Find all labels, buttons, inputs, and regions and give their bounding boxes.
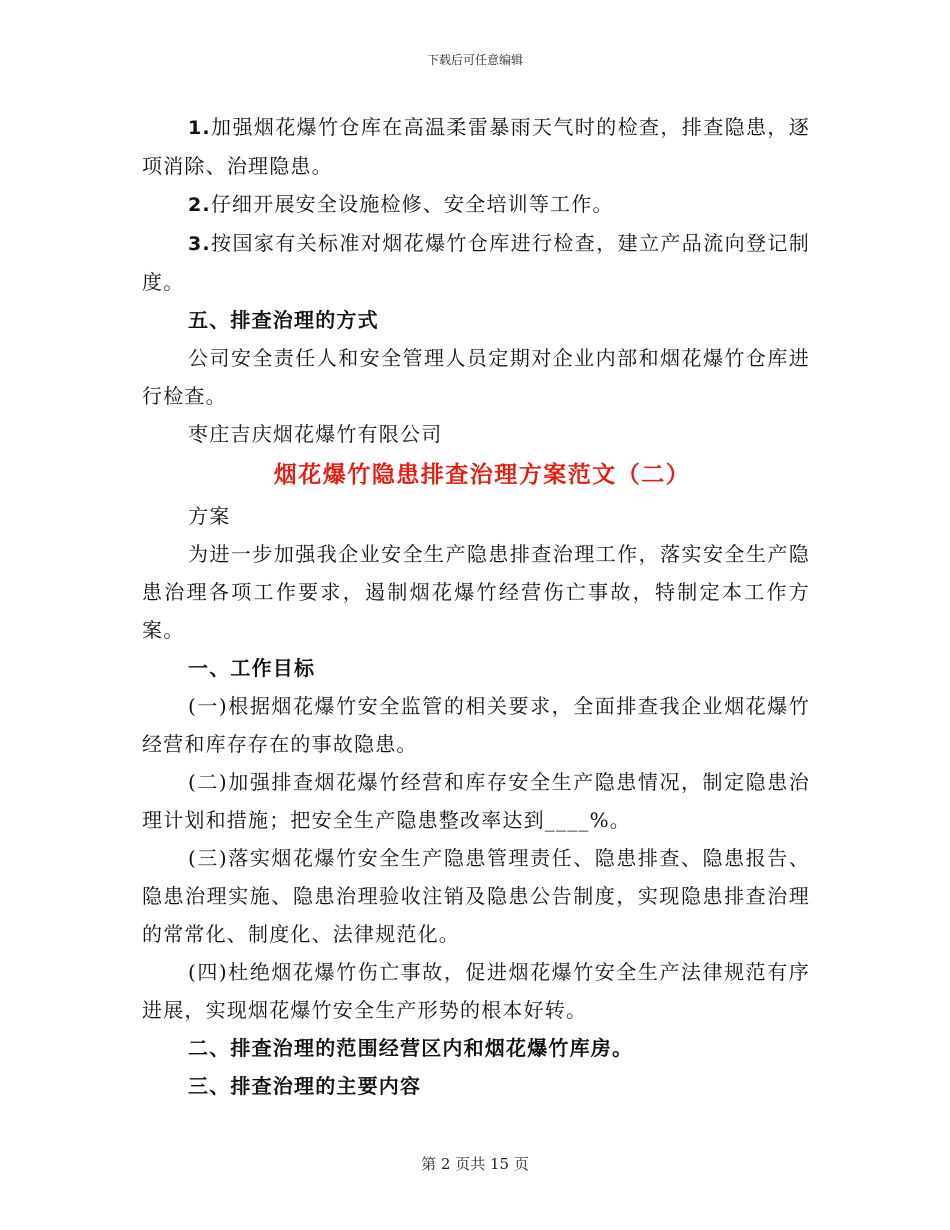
- list-text: 按国家有关标准对烟花爆竹仓库进行检查，建立产品流向登记制度。: [142, 231, 810, 294]
- section-heading-2: 二、排查治理的范围经营区内和烟花爆竹库房。: [188, 1036, 634, 1060]
- page-footer-number: 第 2 页共 15 页: [421, 1155, 529, 1173]
- paragraph-goal-4: (四)杜绝烟花爆竹伤亡事故，促进烟花爆竹安全生产法律规范有序进展，实现烟花爆竹安全生产形势的根本好转。: [142, 960, 810, 1022]
- company-name: 枣庄吉庆烟花爆竹有限公司: [188, 422, 443, 446]
- list-text: 仔细开展安全设施检修、安全培训等工作。: [210, 192, 614, 216]
- paragraph-intro: 为进一步加强我企业安全生产隐患排查治理工作，落实安全生产隐患治理各项工作要求，遏制烟花爆竹经营伤亡事故，特制定本工作方案。: [142, 542, 810, 642]
- paragraph-goal-1: (一)根据烟花爆竹安全监管的相关要求，全面排查我企业烟花爆竹经营和库存存在的事故隐患。: [142, 694, 810, 756]
- list-number: 1.: [188, 117, 211, 139]
- list-item-1: [142, 108, 810, 185]
- document-body: [142, 108, 810, 1105]
- section-heading-1: 一、工作目标: [188, 656, 316, 680]
- section-heading-5: 五、排查治理的方式: [188, 308, 379, 332]
- paragraph-goal-3: (三)落实烟花爆竹安全生产隐患管理责任、隐患排查、隐患报告、隐患治理实施、隐患治理验收注销及隐患公告制度，实现隐患排查治理的常常化、制度化、法律规范化。: [142, 846, 810, 946]
- list-item-2: [142, 185, 810, 224]
- paragraph-method: 公司安全责任人和安全管理人员定期对企业内部和烟花爆竹仓库进行检查。: [142, 346, 810, 408]
- document-title: 烟花爆竹隐患排查治理方案范文（二）: [273, 461, 691, 488]
- section-heading-3: 三、排查治理的主要内容: [188, 1074, 422, 1098]
- list-number: 3.: [188, 233, 211, 255]
- page-header-note: 下载后可任意编辑: [426, 53, 523, 67]
- paragraph-goal-2: (二)加强排查烟花爆竹经营和库存安全生产隐患情况，制定隐患治理计划和措施；把安全生产隐患整改率达到____%。: [142, 770, 810, 832]
- list-number: 2.: [188, 194, 211, 216]
- paragraph-plan-label: 方案: [188, 504, 231, 528]
- list-item-3: [142, 224, 810, 301]
- list-text: 加强烟花爆竹仓库在高温柔雷暴雨天气时的检查，排查隐患，逐项消除、治理隐患。: [142, 115, 810, 178]
